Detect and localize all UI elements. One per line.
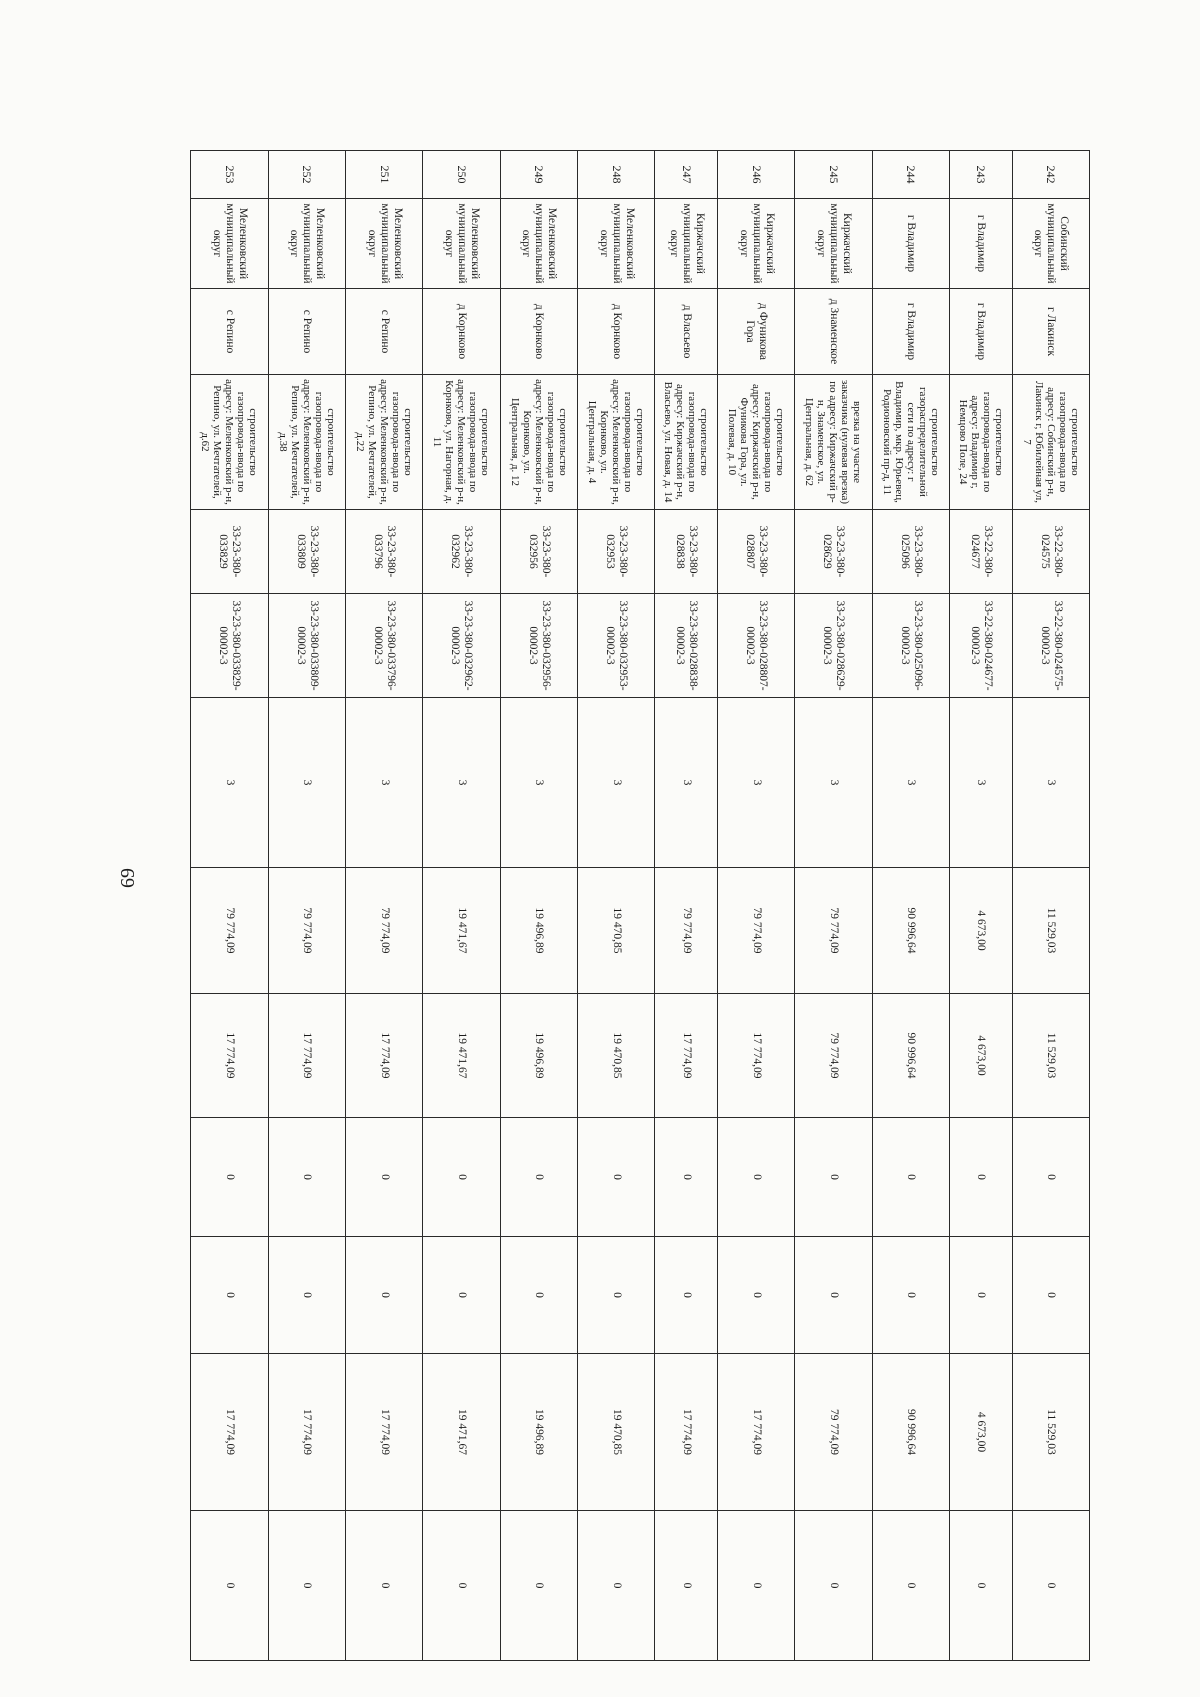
row-number-cell: 245: [795, 151, 872, 199]
table-body: [191, 151, 1090, 1661]
amount-b-cell: 0: [872, 1118, 949, 1237]
row-number-cell: 247: [655, 151, 718, 199]
total-amount-cell: 19 470,85: [577, 868, 654, 994]
locality-cell: г Владимир: [872, 289, 949, 375]
municipality-cell: Киржачский муниципальный округ: [795, 199, 872, 289]
description-cell: строительство газопровода-ввода по адресу: Собинский р-н, Лакинск г, Юбилейная ул, 7: [1012, 375, 1089, 510]
locality-cell: г Владимир: [950, 289, 1013, 375]
municipality-cell: Киржачский муниципальный округ: [717, 199, 794, 289]
amount-c-cell: 0: [950, 1237, 1013, 1354]
amount-d-cell: 17 774,09: [345, 1354, 422, 1511]
amount-e-cell: 0: [950, 1511, 1013, 1661]
row-number-cell: 242: [1012, 151, 1089, 199]
total-amount-cell: 19 471,67: [423, 868, 500, 994]
full-code-cell: 33-23-380-033809-00002-3: [268, 594, 345, 698]
amount-c-cell: 0: [717, 1237, 794, 1354]
code-cell: 33-23-380-033796: [345, 510, 422, 594]
table-row: [872, 151, 949, 1661]
code-cell: 33-23-380-028838: [655, 510, 718, 594]
table-row: [795, 151, 872, 1661]
full-code-cell: 33-23-380-025096-00002-3: [872, 594, 949, 698]
row-number-cell: 244: [872, 151, 949, 199]
description-cell: строительство газопровода-ввода по адресу: Меленковский р-н, Репино, ул. Мечтателей, д.38: [268, 375, 345, 510]
amount-d-cell: 90 996,64: [872, 1354, 949, 1511]
category-cell: 3: [655, 698, 718, 868]
amount-b-cell: 0: [1012, 1118, 1089, 1237]
amount-b-cell: 0: [423, 1118, 500, 1237]
amount-d-cell: 19 470,85: [577, 1354, 654, 1511]
page-number: 69: [117, 868, 139, 888]
total-amount-cell: 79 774,09: [717, 868, 794, 994]
locality-cell: с Репино: [191, 289, 269, 375]
category-cell: 3: [950, 698, 1013, 868]
category-cell: 3: [268, 698, 345, 868]
full-code-cell: 33-23-380-032953-00002-3: [577, 594, 654, 698]
amount-c-cell: 0: [655, 1237, 718, 1354]
total-amount-cell: 79 774,09: [268, 868, 345, 994]
amount-e-cell: 0: [268, 1511, 345, 1661]
full-code-cell: 33-23-380-028807-00002-3: [717, 594, 794, 698]
amount-a-cell: 11 529,03: [1012, 994, 1089, 1118]
locality-cell: д Корнково: [500, 289, 577, 375]
locality-cell: с Репино: [268, 289, 345, 375]
municipality-cell: Киржачский муниципальный округ: [655, 199, 718, 289]
category-cell: 3: [577, 698, 654, 868]
amount-d-cell: 17 774,09: [655, 1354, 718, 1511]
description-cell: строительство газопровода-ввода по адресу: Владимир г, Немцово Поле, 24: [950, 375, 1013, 510]
amount-c-cell: 0: [423, 1237, 500, 1354]
locality-cell: д Знаменское: [795, 289, 872, 375]
amount-e-cell: 0: [345, 1511, 422, 1661]
description-cell: строительство газопровода-ввода по адресу: Меленковский р-н, Репино, ул. Мечтателей, д.62: [191, 375, 269, 510]
description-cell: строительство газопровода-ввода по адресу: Меленковский р-н, Корнково, ул. Центральная, д. 4: [577, 375, 654, 510]
amount-e-cell: 0: [872, 1511, 949, 1661]
amount-b-cell: 0: [577, 1118, 654, 1237]
amount-e-cell: 0: [1012, 1511, 1089, 1661]
amount-b-cell: 0: [345, 1118, 422, 1237]
full-code-cell: 33-23-380-032962-00002-3: [423, 594, 500, 698]
amount-a-cell: 19 496,89: [500, 994, 577, 1118]
amount-c-cell: 0: [795, 1237, 872, 1354]
category-cell: 3: [872, 698, 949, 868]
amount-e-cell: 0: [191, 1511, 269, 1661]
description-cell: строительство газопровода-ввода по адресу: Киржачский р-н, Фуникова Гора, ул. Полевая, д. 10: [717, 375, 794, 510]
row-number-cell: 250: [423, 151, 500, 199]
category-cell: 3: [717, 698, 794, 868]
locality-cell: д Корнково: [423, 289, 500, 375]
amount-c-cell: 0: [1012, 1237, 1089, 1354]
amount-e-cell: 0: [577, 1511, 654, 1661]
table-row: [655, 151, 718, 1661]
code-cell: 33-23-380-032953: [577, 510, 654, 594]
amount-b-cell: 0: [950, 1118, 1013, 1237]
amount-e-cell: 0: [795, 1511, 872, 1661]
full-code-cell: 33-23-380-028629-00002-3: [795, 594, 872, 698]
full-code-cell: 33-22-380-024575-00002-3: [1012, 594, 1089, 698]
description-cell: строительство газораспределительной сети по адресу: г Владимир, мкр. Юрьевец, Родионовский пр-д, 11: [872, 375, 949, 510]
amount-c-cell: 0: [577, 1237, 654, 1354]
amount-c-cell: 0: [345, 1237, 422, 1354]
amount-d-cell: 4 673,00: [950, 1354, 1013, 1511]
total-amount-cell: 19 496,89: [500, 868, 577, 994]
table-row: [577, 151, 654, 1661]
amount-b-cell: 0: [655, 1118, 718, 1237]
row-number-cell: 249: [500, 151, 577, 199]
municipality-cell: Меленковский муниципальный округ: [268, 199, 345, 289]
amount-e-cell: 0: [655, 1511, 718, 1661]
full-code-cell: 33-23-380-028838-00002-3: [655, 594, 718, 698]
amount-e-cell: 0: [423, 1511, 500, 1661]
code-cell: 33-23-380-028629: [795, 510, 872, 594]
amount-a-cell: 17 774,09: [191, 994, 269, 1118]
description-cell: строительство газопровода-ввода по адресу: Меленковский р-н, Корнково, ул. Нагорная, д. 11: [423, 375, 500, 510]
amount-d-cell: 17 774,09: [717, 1354, 794, 1511]
row-number-cell: 248: [577, 151, 654, 199]
amount-e-cell: 0: [500, 1511, 577, 1661]
amount-a-cell: 17 774,09: [345, 994, 422, 1118]
table-row: [1012, 151, 1089, 1661]
category-cell: 3: [1012, 698, 1089, 868]
code-cell: 33-23-380-028807: [717, 510, 794, 594]
code-cell: 33-22-380-024677: [950, 510, 1013, 594]
table-row: [500, 151, 577, 1661]
description-cell: строительство газопровода-ввода по адресу: Меленковский р-н, Репино, ул. Мечтателей, д.22: [345, 375, 422, 510]
amount-d-cell: 19 496,89: [500, 1354, 577, 1511]
amount-a-cell: 90 996,64: [872, 994, 949, 1118]
amount-a-cell: 17 774,09: [268, 994, 345, 1118]
locality-cell: с Репино: [345, 289, 422, 375]
full-code-cell: 33-23-380-033796-00002-3: [345, 594, 422, 698]
amount-a-cell: 4 673,00: [950, 994, 1013, 1118]
data-table: [190, 150, 1090, 1661]
amount-b-cell: 0: [268, 1118, 345, 1237]
table-row: [423, 151, 500, 1661]
total-amount-cell: 90 996,64: [872, 868, 949, 994]
municipality-cell: Меленковский муниципальный округ: [191, 199, 269, 289]
municipality-cell: г Владимир: [950, 199, 1013, 289]
code-cell: 33-23-380-033809: [268, 510, 345, 594]
municipality-cell: Меленковский муниципальный округ: [423, 199, 500, 289]
code-cell: 33-23-380-025096: [872, 510, 949, 594]
code-cell: 33-23-380-033829: [191, 510, 269, 594]
full-code-cell: 33-22-380-024677-00002-3: [950, 594, 1013, 698]
category-cell: 3: [500, 698, 577, 868]
amount-d-cell: 17 774,09: [191, 1354, 269, 1511]
municipality-cell: Собинский муниципальный округ: [1012, 199, 1089, 289]
row-number-cell: 246: [717, 151, 794, 199]
amount-a-cell: 19 471,67: [423, 994, 500, 1118]
amount-e-cell: 0: [717, 1511, 794, 1661]
table-row: [950, 151, 1013, 1661]
code-cell: 33-23-380-032962: [423, 510, 500, 594]
locality-cell: г Лакинск: [1012, 289, 1089, 375]
amount-b-cell: 0: [717, 1118, 794, 1237]
row-number-cell: 252: [268, 151, 345, 199]
full-code-cell: 33-23-380-033829-00002-3: [191, 594, 269, 698]
amount-a-cell: 19 470,85: [577, 994, 654, 1118]
locality-cell: д Власьево: [655, 289, 718, 375]
amount-b-cell: 0: [795, 1118, 872, 1237]
category-cell: 3: [795, 698, 872, 868]
category-cell: 3: [423, 698, 500, 868]
description-cell: врезка на участке заказчика (нулевая врезка) по адресу: Киржачский р-н, Знаменское, ул. Центральная, д. 62: [795, 375, 872, 510]
full-code-cell: 33-23-380-032956-00002-3: [500, 594, 577, 698]
amount-a-cell: 17 774,09: [717, 994, 794, 1118]
amount-d-cell: 79 774,09: [795, 1354, 872, 1511]
amount-c-cell: 0: [268, 1237, 345, 1354]
amount-a-cell: 17 774,09: [655, 994, 718, 1118]
total-amount-cell: 79 774,09: [655, 868, 718, 994]
row-number-cell: 253: [191, 151, 269, 199]
amount-c-cell: 0: [191, 1237, 269, 1354]
amount-d-cell: 19 471,67: [423, 1354, 500, 1511]
total-amount-cell: 11 529,03: [1012, 868, 1089, 994]
rotated-table-container: [190, 150, 1090, 1660]
code-cell: 33-23-380-032956: [500, 510, 577, 594]
amount-d-cell: 17 774,09: [268, 1354, 345, 1511]
total-amount-cell: 4 673,00: [950, 868, 1013, 994]
category-cell: 3: [345, 698, 422, 868]
table-row: [717, 151, 794, 1661]
total-amount-cell: 79 774,09: [191, 868, 269, 994]
total-amount-cell: 79 774,09: [795, 868, 872, 994]
amount-b-cell: 0: [500, 1118, 577, 1237]
table-row: [191, 151, 269, 1661]
code-cell: 33-22-380-024575: [1012, 510, 1089, 594]
municipality-cell: Меленковский муниципальный округ: [345, 199, 422, 289]
table-row: [345, 151, 422, 1661]
total-amount-cell: 79 774,09: [345, 868, 422, 994]
description-cell: строительство газопровода-ввода по адресу: Киржачский р-н, Власьево, ул. Новая, д. 14: [655, 375, 718, 510]
municipality-cell: г Владимир: [872, 199, 949, 289]
description-cell: строительство газопровода-ввода по адресу: Меленковский р-н, Корнково, ул. Центральная, д. 12: [500, 375, 577, 510]
amount-d-cell: 11 529,03: [1012, 1354, 1089, 1511]
category-cell: 3: [191, 698, 269, 868]
amount-b-cell: 0: [191, 1118, 269, 1237]
row-number-cell: 243: [950, 151, 1013, 199]
municipality-cell: Меленковский муниципальный округ: [500, 199, 577, 289]
amount-c-cell: 0: [500, 1237, 577, 1354]
amount-c-cell: 0: [872, 1237, 949, 1354]
locality-cell: д Корнково: [577, 289, 654, 375]
locality-cell: д Фуникова Гора: [717, 289, 794, 375]
municipality-cell: Меленковский муниципальный округ: [577, 199, 654, 289]
row-number-cell: 251: [345, 151, 422, 199]
amount-a-cell: 79 774,09: [795, 994, 872, 1118]
table-row: [268, 151, 345, 1661]
